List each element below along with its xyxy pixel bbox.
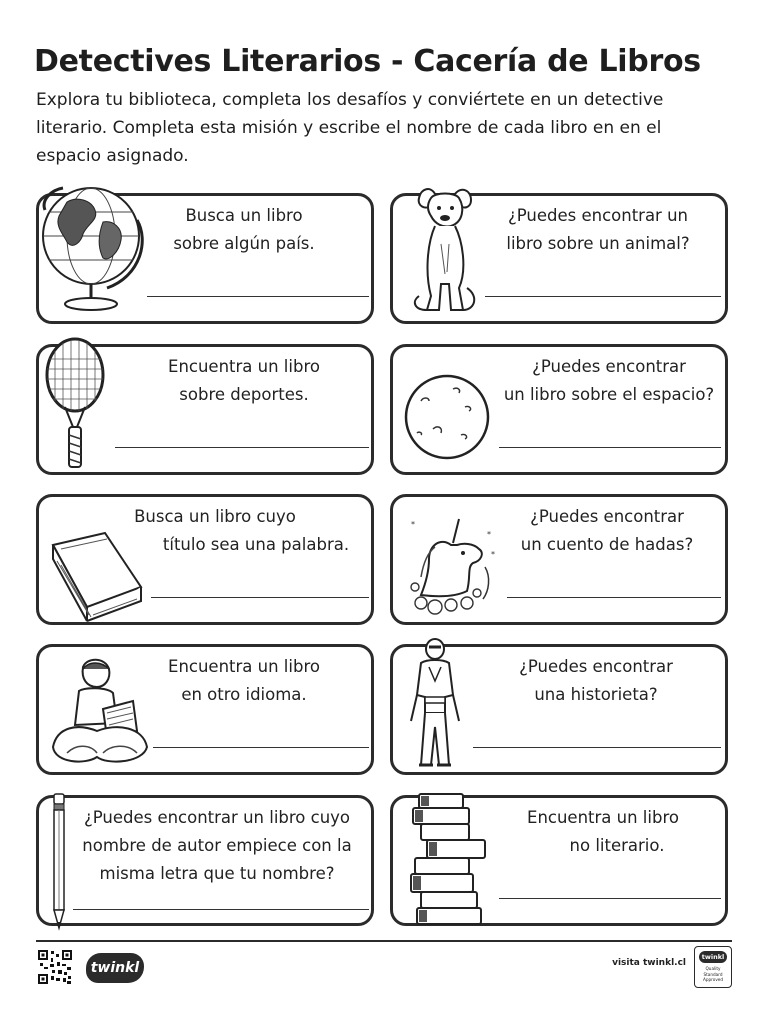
prompt-line: libro sobre un animal? (506, 234, 690, 253)
answer-line[interactable] (153, 747, 369, 748)
answer-line[interactable] (73, 909, 369, 910)
svg-text:*: * (491, 550, 495, 559)
qr-code-icon[interactable] (38, 950, 72, 984)
prompt-line: ¿Puedes encontrar (532, 357, 686, 376)
prompt-line: nombre de autor empiece con la (82, 836, 352, 855)
pencil-icon (51, 792, 67, 932)
answer-line[interactable] (115, 447, 369, 448)
challenge-card-fairy-tale (390, 494, 728, 625)
prompt-line: título sea una palabra. (162, 535, 350, 554)
prompt-line: Encuentra un libro (168, 657, 320, 676)
prompt-line: una historieta? (534, 685, 658, 704)
prompt-line: un libro sobre el espacio? (503, 385, 715, 404)
challenge-card-comic (390, 644, 728, 775)
prompt-line: en otro idioma. (181, 685, 307, 704)
superhero-icon (405, 637, 465, 775)
prompt-line: sobre algún país. (173, 234, 315, 253)
challenge-card-animal (390, 193, 728, 324)
challenge-card-space (390, 344, 728, 475)
challenge-card-author-initial (36, 795, 374, 926)
prompt-line: misma letra que tu nombre? (99, 864, 335, 883)
challenge-prompt (139, 653, 349, 709)
answer-line[interactable] (473, 747, 721, 748)
moon-icon (403, 373, 493, 463)
prompt-line: sobre deportes. (179, 385, 309, 404)
badge-text (696, 966, 730, 983)
answer-line[interactable] (507, 597, 721, 598)
svg-text:*: * (411, 520, 415, 529)
intro-line: literario. Completa esta misión y escribe el nombre de cada libro en en el (36, 118, 662, 138)
reading-boy-icon (47, 657, 151, 777)
prompt-line: un cuento de hadas? (520, 535, 694, 554)
challenge-prompt (493, 353, 725, 409)
answer-line[interactable] (499, 898, 721, 899)
footer-divider (36, 940, 732, 942)
answer-line[interactable] (485, 296, 721, 297)
prompt-line: Busca un libro (185, 206, 303, 225)
dog-icon (405, 184, 485, 324)
tennis-racket-icon (43, 335, 107, 471)
intro-text (36, 86, 726, 170)
visit-link[interactable]: visita twinkl.cl (612, 958, 686, 968)
prompt-line: Encuentra un libro (168, 357, 320, 376)
answer-line[interactable] (151, 597, 369, 598)
challenge-prompt (109, 503, 369, 559)
challenge-prompt (491, 202, 705, 258)
prompt-line: Busca un libro cuyo (134, 507, 296, 526)
prompt-line: Encuentra un libro (527, 808, 679, 827)
prompt-line: ¿Puedes encontrar (519, 657, 673, 676)
prompt-line: ¿Puedes encontrar un (507, 206, 689, 225)
challenge-card-country (36, 193, 374, 324)
intro-line: Explora tu biblioteca, completa los desafíos y conviértete en un detective (36, 90, 664, 110)
globe-icon (37, 180, 147, 320)
book-stack-icon (407, 792, 491, 928)
unicorn-icon (407, 517, 503, 617)
challenge-prompt (139, 353, 349, 409)
challenge-prompt (507, 503, 707, 559)
twinkl-logo: twinkl (86, 953, 144, 983)
prompt-line: ¿Puedes encontrar (530, 507, 684, 526)
challenge-card-sports (36, 344, 374, 475)
prompt-line: ¿Puedes encontrar un libro cuyo (83, 808, 351, 827)
badge-logo: twinkl (699, 951, 727, 963)
answer-line[interactable] (499, 447, 721, 448)
challenge-prompt (149, 202, 339, 258)
badge-text-line: Approved (702, 977, 724, 982)
challenge-card-non-fiction (390, 795, 728, 926)
challenge-card-one-word-title (36, 494, 374, 625)
answer-line[interactable] (147, 296, 369, 297)
badge-text-line: Quality Standard (703, 966, 723, 977)
intro-line: espacio asignado. (36, 146, 189, 166)
page-title: Detectives Literarios - Cacería de Libros (34, 44, 701, 79)
challenge-prompt (67, 804, 367, 888)
quality-badge (694, 946, 732, 988)
challenge-prompt (491, 653, 701, 709)
svg-text:*: * (487, 530, 491, 539)
prompt-line: no literario. (569, 836, 665, 855)
challenge-card-other-language (36, 644, 374, 775)
challenge-prompt (503, 804, 703, 860)
